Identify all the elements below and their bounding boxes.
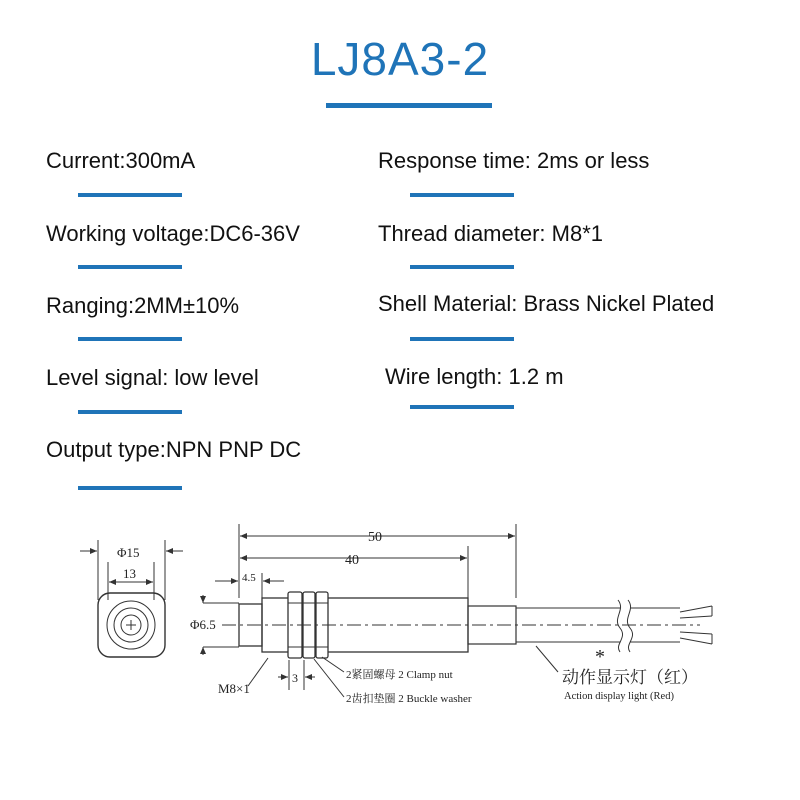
front-outer-dim-label: Φ15	[117, 545, 140, 560]
spec-level-signal: Level signal: low level	[46, 365, 259, 390]
spec-current: Current:300mA	[46, 148, 196, 173]
tip-length-label: 4.5	[242, 572, 256, 584]
spec-working-voltage: Working voltage:DC6-36V	[46, 221, 300, 246]
body-length-label: 40	[345, 553, 359, 568]
asterisk-mark: *	[595, 646, 605, 668]
diameter-label: Φ6.5	[190, 617, 216, 632]
thread-label: M8×1	[218, 681, 250, 696]
spec-ranging: Ranging:2MM±10%	[46, 293, 240, 318]
action-light-callout-cn: 动作显示灯（红）	[562, 668, 698, 687]
spec-output-type: Output type:NPN PNP DC	[46, 437, 302, 462]
spec-response-time: Response time: 2ms or less	[378, 148, 650, 173]
spec-shell-material: Shell Material: Brass Nickel Plated	[378, 291, 715, 316]
nut-width-label: 3	[292, 671, 298, 685]
clamp-nut-callout: 2紧固螺母 2 Clamp nut	[346, 669, 453, 681]
spec-thread-diameter: Thread diameter: M8*1	[378, 221, 603, 246]
total-length-label: 50	[368, 530, 382, 545]
front-inner-dim-label: 13	[123, 566, 136, 581]
product-title: LJ8A3-2	[310, 33, 490, 85]
spec-wire-length: Wire length: 1.2 m	[385, 364, 564, 389]
action-light-callout-en: Action display light (Red)	[564, 691, 674, 702]
buckle-washer-callout: 2齿扣垫圈 2 Buckle washer	[346, 693, 472, 705]
